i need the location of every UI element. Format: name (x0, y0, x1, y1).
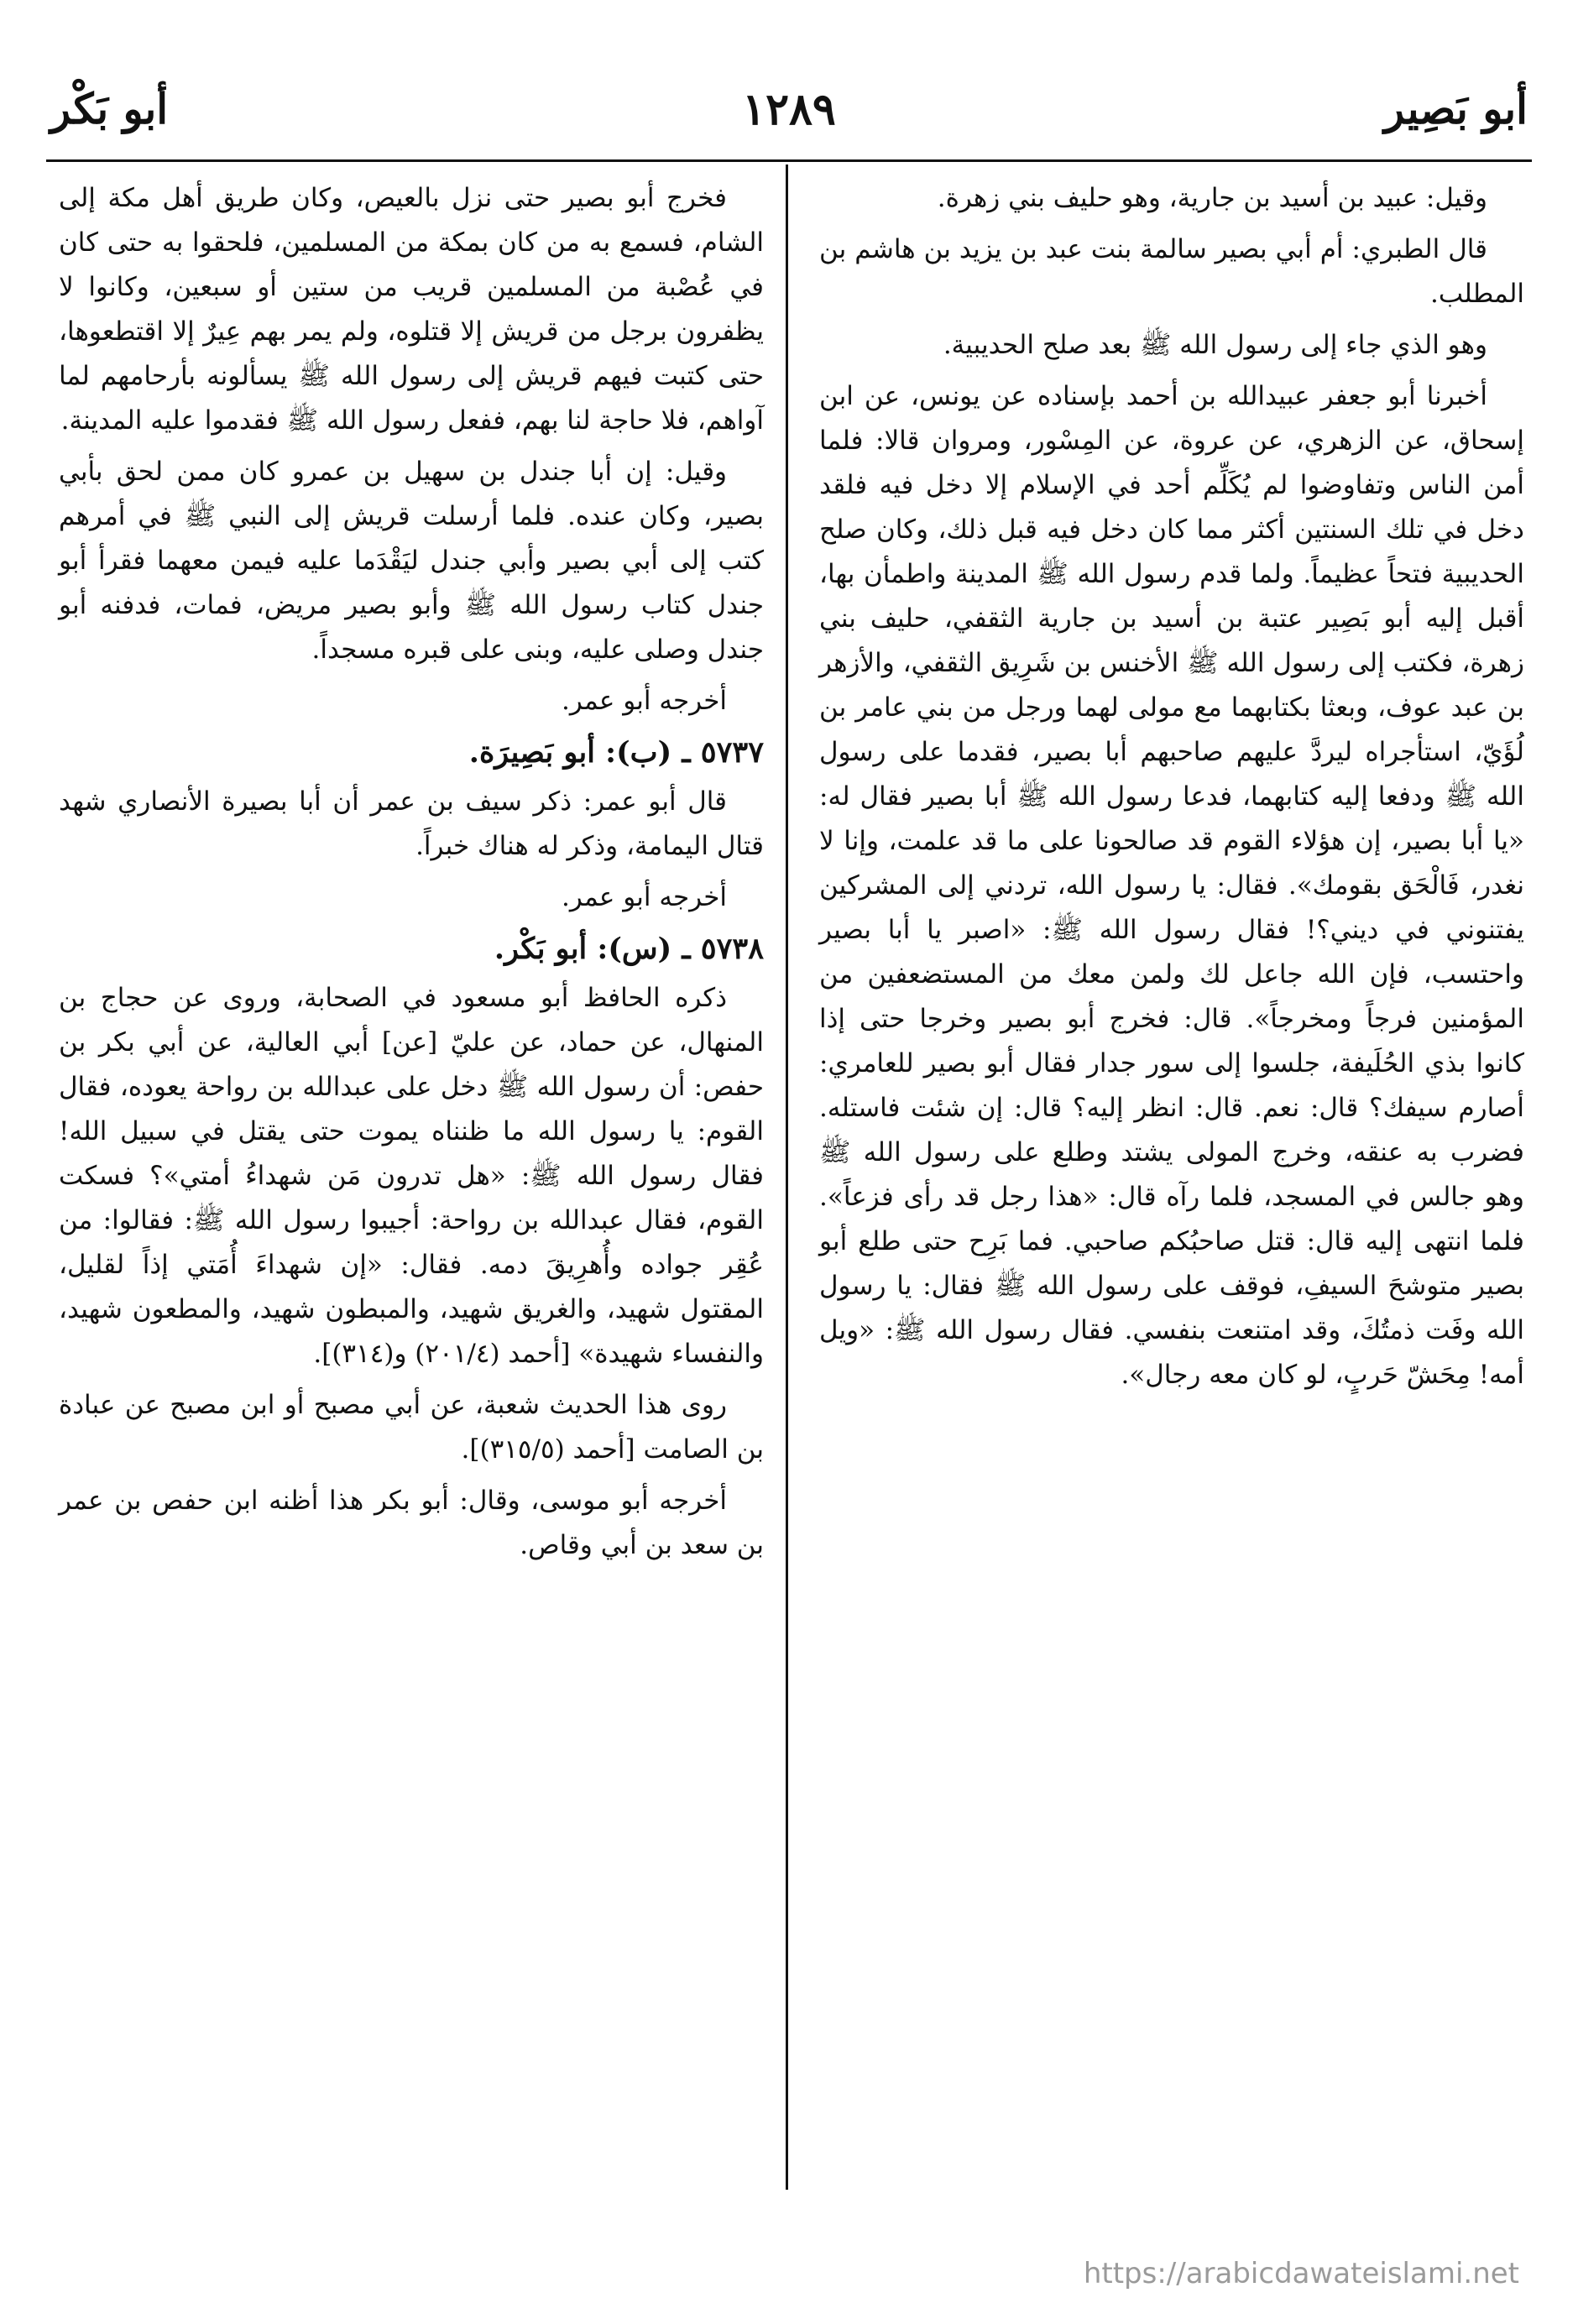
paragraph: روى هذا الحديث شعبة، عن أبي مصبح أو ابن مصبح عن عبادة بن الصامت [أحمد (٣١٥/٥)]. (59, 1390, 764, 1465)
paragraph: أخرجه أبو عمر. (561, 686, 727, 716)
paragraph: أخبرنا أبو جعفر عبيدالله بن أحمد بإسناده عن يونس، عن ابن إسحاق، عن الزهري، عن عروة، عن المِسْور، ومروان قالا: فلما أمن الناس وتفاوضوا لم يُكَلِّم أحد في الإسلام إلا دخل فيه فلقد دخل في تلك السنتين أكثر مما كان دخل فيه قبل ذلك، وكان صلح الحديبية فتحاً عظيماً. ولما قدم رسول الله ﷺ المدينة واطمأن بها، أقبل إليه أبو بَصِير عتبة بن أسيد بن جارية الثقفي، حليف بني زهرة، فكتب إلى رسول الله ﷺ الأخنس بن شَرِيق الثقفي، والأزهر بن عبد عوف، وبعثا بكتابهما مع مولى لهما ورجل من بني عامر بن لُؤَيّ، استأجراه ليردَّ عليهم صاحبهم أبا بصير، فقدما على رسول الله ﷺ ودفعا إليه كتابهما، فدعا رسول الله ﷺ أبا بصير فقال له: «يا أبا بصير، إن هؤلاء القوم قد صالحونا على ما قد علمت، وإنا لا نغدر، فَالْحَق بقومك». فقال: يا رسول الله، تردني إلى المشركين يفتنوني في ديني؟! فقال رسول الله ﷺ: «اصبر يا أبا بصير واحتسب، فإن الله جاعل لك ولمن معك من المستضعفين من المؤمنين فرجاً ومخرجاً». قال: فخرج أبو بصير وخرجا حتى إذا كانوا بذي الحُلَيفة، جلسوا إلى سور جدار فقال أبو بصير للعامري: أصارم سيفك؟ قال: نعم. قال: انظر إليه؟ قال: إن شئت فاستله. فضرب به عنقه، وخرج المولى يشتد وطلع على رسول الله ﷺ وهو جالس في المسجد، فلما رآه قال: «هذا رجل قد رأى فزعاً». فلما انتهى إليه قال: قتل صاحبُكم صاحبي. فما بَرِح حتى طلع أبو بصير متوشحَ السيفِ، فوقف على رسول الله ﷺ فقال: يا رسول الله وفَت ذمتُكَ، وقد امتنعت بنفسي. فقال رسول الله ﷺ: «ويل أمه! مِحَشّ حَربٍ، لو كان معه رجال». (819, 381, 1524, 1390)
page-number: ١٢٨٩ (742, 84, 836, 135)
watermark-url: https://arabicdawateislami.net (1083, 2257, 1519, 2290)
running-title-right: أبو بَصِير (1384, 84, 1528, 133)
paragraph: قال أبو عمر: ذكر سيف بن عمر أن أبا بصيرة الأنصاري شهد قتال اليمامة، وذكر له هناك خبراً. (59, 786, 764, 861)
page-header (50, 84, 1528, 143)
entry-heading: ٥٧٣٧ ـ (ب): أبو بَصِيرَة. (468, 735, 764, 770)
paragraph: أخرجه أبو موسى، وقال: أبو بكر هذا أظنه ابن حفص بن عمر بن سعد بن أبي وقاص. (59, 1486, 764, 1560)
paragraph: وهو الذي جاء إلى رسول الله ﷺ بعد صلح الحديبية. (943, 330, 1487, 360)
paragraph: ذكره الحافظ أبو مسعود في الصحابة، وروى عن حجاج بن المنهال، عن حماد، عن عليّ [عن] أبي العالية، عن أبي بكر بن حفص: أن رسول الله ﷺ دخل على عبدالله بن رواحة يعوده، فقال القوم: يا رسول الله ما ظنناه يموت حتى يقتل في سبيل الله! فقال رسول الله ﷺ: «هل تدرون مَن شهداءُ أمتي»؟ فسكت القوم، فقال عبدالله بن رواحة: أجيبوا رسول الله ﷺ: فقالوا: من عُقِر جواده وأُهرِيقَ دمه. فقال: «إن شهداءَ أُمَتي إذاً لقليل، المقتول شهيد، والغريق شهيد، والمبطون شهيد، والمطعون شهيد، والنفساء شهيدة» [أحمد (٢٠١/٤) و(٣١٤)]. (59, 983, 764, 1369)
paragraph: قال الطبري: أم أبي بصير سالمة بنت عبد بن يزيد بن هاشم بن المطلب. (819, 234, 1524, 309)
paragraph: فخرج أبو بصير حتى نزل بالعيص، وكان طريق أهل مكة إلى الشام، فسمع به من كان بمكة من المسلمين، فلحقوا به حتى كان في عُصْبة من المسلمين قريب من ستين أو سبعين، وكانوا لا يظفرون برجل من قريش إلا قتلوه، ولم يمر بهم عِيرٌ إلا اقتطعوها، حتى كتبت فيهم قريش إلى رسول الله ﷺ يسألونه بأرحامهم لما آواهم، فلا حاجة لنا بهم، ففعل رسول الله ﷺ فقدموا عليه المدينة. (59, 183, 764, 436)
paragraph: وقيل: عبيد بن أسيد بن جارية، وهو حليف بني زهرة. (937, 183, 1487, 213)
running-title-left: أبو بَكْر (50, 84, 169, 133)
paragraph: أخرجه أبو عمر. (561, 882, 727, 912)
header-rule (46, 159, 1532, 162)
paragraph: وقيل: إن أبا جندل بن سهيل بن عمرو كان ممن لحق بأبي بصير، وكان عنده. فلما أرسلت قريش إلى النبي ﷺ في أمرهم كتب إلى أبي بصير وأبي جندل ليَقْدَما عليه فيمن معهما فقرأ أبو جندل كتاب رسول الله ﷺ وأبو بصير مريض، فمات، فدفنه أبو جندل وصلى عليه، وبنى على قبره مسجداً. (59, 457, 764, 665)
column-divider (786, 165, 788, 2190)
left-column (59, 176, 764, 1575)
entry-heading: ٥٧٣٨ ـ (س): أبو بَكْر. (494, 932, 764, 966)
right-column (819, 176, 1524, 1404)
